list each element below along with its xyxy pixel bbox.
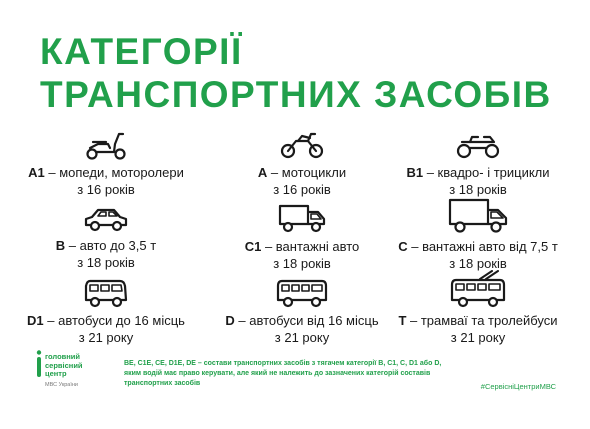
category-b [8,205,204,271]
hashtag: #СервісніЦентриМВС [480,382,556,391]
category-d [204,278,400,346]
footnote: BE, C1E, CE, D1E, DE – состави транспортних засобів з тягачем категорії B, C1, C, D1 або D, яким водій має право керувати, але який не належить до зазначених категорій составів транспортних засобів [124,360,442,387]
bus-icon [276,278,328,308]
category-desc: – мотоцикли [267,165,347,180]
category-age: з 18 років [449,256,507,271]
category-c [380,198,576,272]
large-truck-icon [448,198,508,234]
category-code: D [225,313,235,328]
title-line-2: ТРАНСПОРТНИХ ЗАСОБІВ [40,74,552,115]
category-code: B [55,238,66,253]
logo-subtitle: МВС України [45,381,78,388]
car-icon [84,205,128,233]
category-a1 [8,130,204,198]
category-age: з 21 року [274,330,330,345]
category-desc: – трамваї та тролейбуси [406,313,558,328]
category-desc: – автобуси від 16 місць [234,313,379,328]
category-desc: – вантажні авто від 7,5 т [407,239,558,254]
logo-line-1: головний [45,352,81,361]
category-t [380,270,576,346]
category-age: з 18 років [449,182,507,197]
category-age: з 21 року [450,330,506,345]
category-b1 [380,130,576,198]
logo-line-2: сервісний [45,360,83,370]
category-age: з 21 року [78,330,134,345]
logo-line-3: центр [45,369,67,378]
category-age: з 18 років [77,255,135,270]
category-desc: – вантажні авто [261,239,360,254]
logo-dots-icon [36,350,44,378]
motorcycle-icon [280,130,324,160]
category-code: A [257,165,268,180]
quad-bike-icon [456,130,500,160]
category-code: D1 [27,313,44,328]
category-desc: – автобуси до 16 місць [43,313,185,328]
category-desc: – мопеди, моторолери [44,165,184,180]
category-code: C1 [244,239,262,254]
category-desc: – авто до 3,5 т [65,238,157,253]
category-d1 [8,278,204,346]
category-code: T [398,313,407,328]
page-title [40,30,552,116]
category-c1 [204,202,400,272]
category-a [204,130,400,198]
trolleybus-icon [450,270,506,308]
category-age: з 16 років [273,182,331,197]
small-truck-icon [278,202,326,234]
category-age: з 18 років [273,256,331,271]
category-desc: – квадро- і трицикли [423,165,550,180]
service-center-logo [36,350,116,402]
category-age: з 16 років [77,182,135,197]
title-line-1: КАТЕГОРІЇ [40,31,243,72]
category-code: A1 [28,165,45,180]
category-code: B1 [406,165,424,180]
scooter-icon [84,130,128,160]
minibus-icon [84,278,128,308]
category-code: C [398,239,408,254]
